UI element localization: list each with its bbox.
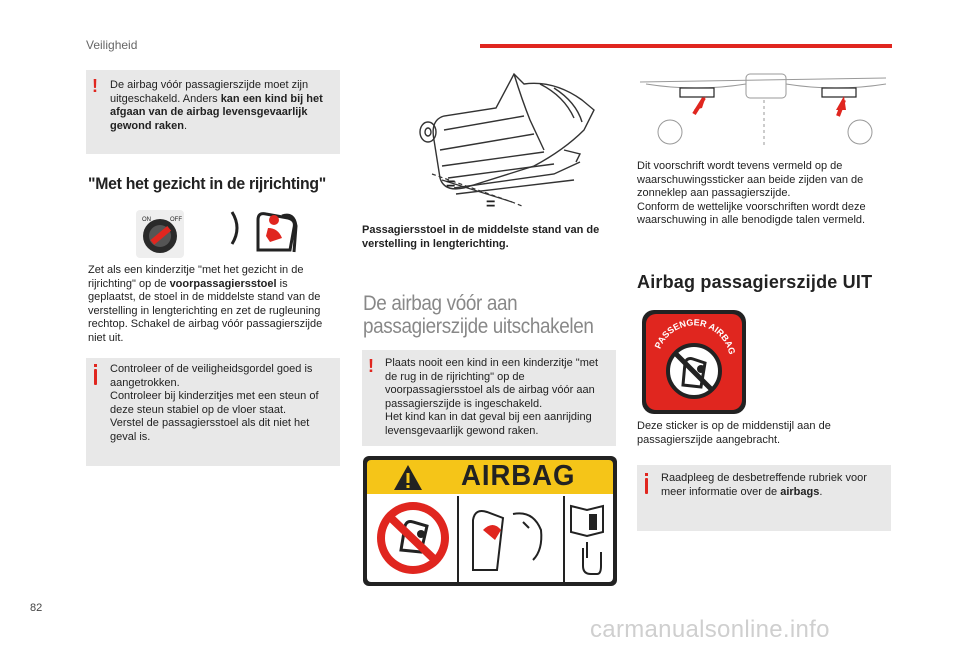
page-number: 82 (30, 602, 43, 614)
equal-mark-1: = (446, 176, 456, 193)
warning-icon: ! (92, 76, 98, 96)
passenger-seat-illustration (404, 70, 600, 218)
warning-triangle-icon (393, 464, 423, 491)
no-rear-facing-seat-icon (371, 496, 455, 580)
heading-deactivate-airbag: De airbag vóór aan passagierszijde uitschakelen (363, 292, 594, 338)
sticker-text-curve: PASSENGER AIRBAG (652, 317, 738, 356)
airbag-switch-icon (136, 210, 184, 258)
label-divider-2 (563, 496, 565, 582)
body-text-forward-facing: Zet als een kinderzitje "met het gezicht in de rijrichting" op de voorpassagiersstoel is geplaatst, de stoel in de middelste stand van de verstelling in lengterichting en zet de rugleuning rechtop. Schakel de airbag vóór passagierszijde niet uit. (88, 264, 323, 344)
forward-facing-child-seat-icon (228, 206, 300, 258)
sun-visor-illustration (636, 70, 892, 150)
seat-caption: Passagiersstoel in de middelste stand van de verstelling in lengterichting. (362, 224, 600, 250)
heading-forward-facing: "Met het gezicht in de rijrichting" (88, 174, 327, 193)
info-icon (645, 478, 648, 494)
heading-airbag-off: Airbag passagierszijde UIT (637, 272, 873, 292)
switch-off-label: OFF (170, 217, 182, 223)
sticker-caption: Deze sticker is op de middenstijl aan de passagierszijde aangebracht. (637, 420, 831, 446)
watermark: carmanualsonline.info (590, 616, 830, 643)
warning-text-left: De airbag vóór passagierszijde moet zijn uitgeschakeld. Anders kan een kind bij het afgaan van de airbag levensgevaarlijk gewond raken. (110, 79, 323, 132)
info-text-right: Raadpleeg de desbetreffende rubriek voor meer informatie over de airbags. (661, 472, 867, 498)
info-icon (94, 369, 97, 385)
info-text-left: Controleer of de veiligheidsgordel goed is aangetrokken. Controleer bij kinderzitjes met een steun of deze steun stabiel op de vloer staat. Verstel de passagiersstoel als dit niet het geval is. (110, 363, 319, 443)
label-divider-1 (457, 496, 459, 582)
passenger-airbag-sticker (641, 309, 747, 415)
warning-icon: ! (368, 356, 374, 376)
switch-on-label: ON (142, 217, 151, 223)
sticker-text: Dit voorschrift wordt tevens vermeld op de waarschuwingssticker aan beide zijden van de zonneklep aan passagierszijde. Conform de wettelijke voorschriften wordt deze waarschuwing in alle benodigde talen vermeld. (637, 160, 866, 226)
equal-mark-2: = (486, 196, 496, 213)
warning-text-middle: Plaats nooit een kind in een kinderzitje "met de rug in de rijrichting" op de voorpassagiersstoel als de airbag vóór aan passagierszijde is ingeschakeld. Het kind kan in dat geval bij een aanrijding levensgevaarlijk gewond raken. (385, 357, 599, 437)
header-rule (480, 44, 892, 48)
airbag-deploy-icon (463, 500, 559, 576)
manual-and-hand-icon (569, 502, 609, 576)
label-title: AIRBAG (461, 460, 576, 492)
airbag-warning-label (363, 456, 617, 586)
section-title: Veiligheid (86, 38, 138, 52)
